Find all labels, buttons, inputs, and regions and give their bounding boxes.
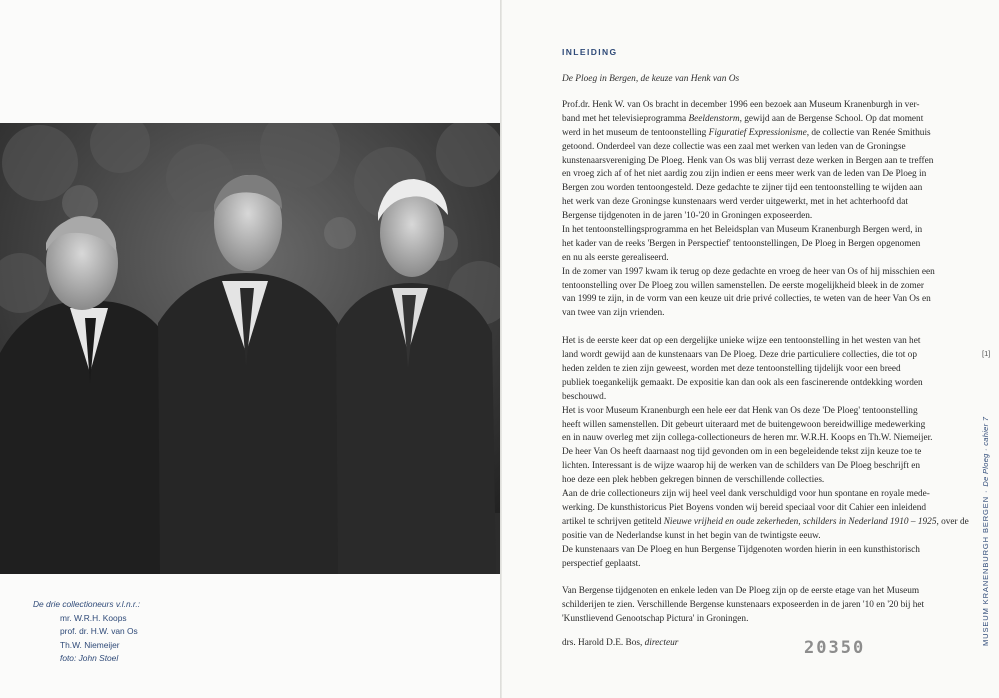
caption-name: mr. W.R.H. Koops [60, 612, 127, 623]
text-line: van 1999 te zijn, in de vorm van een keuze uit drie privé collecties, te weten van de heer Van Os en [562, 294, 931, 305]
text-line: 'Kunstlievend Genootschap Pictura' in Groningen. [562, 614, 749, 625]
running-head-publisher: MUSEUM KRANENBURGH BERGEN · [981, 486, 990, 646]
text-line: werd in het museum de tentoonstelling Figuratief Expressionisme, de collectie van Renée Smithuis [562, 127, 931, 138]
text-line: werking. De kunsthistoricus Piet Boyens vonden wij bereid speciaal voor dit Cahier een inleidend [562, 502, 927, 513]
group-portrait-photo [0, 123, 500, 574]
text-line: hoe deze een plek hebben gekregen binnen de verschillende collecties. [562, 475, 825, 486]
vertical-running-head [981, 417, 990, 646]
text-line: De heer Van Os heeft daarnaast nog tijd gevonden om in een begeleidende tekst zijn keuze toe te [562, 447, 922, 458]
caption-photo-credit: foto: John Stoel [60, 653, 119, 664]
text-line: Het is de eerste keer dat op een dergelijke unieke wijze een tentoonstelling in het westen van het [562, 336, 921, 347]
signature-role: directeur [644, 638, 679, 648]
body-text [562, 99, 969, 627]
signature [562, 638, 678, 648]
text-line: Van Bergense tijdgenoten en enkele leden van De Ploeg zijn op de eerste etage van het Museum [562, 586, 920, 597]
text-line: getoond. Onderdeel van deze collectie was een zaal met werken van leden van de Groningse [562, 141, 906, 152]
text-line: en vroeg zich af of het niet aardig zou zijn indien er eens meer werk van de leden van De Ploeg in [562, 169, 927, 180]
text-line: De kunstenaars van De Ploeg en hun Bergense Tijdgenoten worden hierin in een kunsthistorisch [562, 544, 920, 555]
text-line: beschouwd. [562, 391, 607, 402]
text-line: Bergen zou worden tentoongesteld. Deze gedachte te zijner tijd een tentoonstelling te wijden aan [562, 183, 923, 194]
text-line: land wordt gewijd aan de kunstenaars van De Ploeg. Deze drie particuliere collecties, die tot op [562, 350, 917, 361]
text-line: Aan de drie collectioneurs zijn wij heel veel dank verschuldigd voor hun spontane en royale mede- [562, 489, 930, 500]
text-line: het kader van de reeks 'Bergen in Perspectief' tentoonstellingen, De Ploeg in Bergen opgenomen [562, 238, 921, 249]
inventory-stamp-number: 20350 [804, 638, 866, 658]
text-line: en nu als eerste gerealiseerd. [562, 252, 669, 263]
page-number: [1] [982, 349, 991, 358]
caption-name: Th.W. Niemeijer [60, 639, 120, 650]
running-head-series: De Ploeg · cahier 7 [981, 416, 990, 487]
text-line: tentoonstelling over De Ploeg zou willen samenstellen. De eerste mogelijkheid bleek in de zomer [562, 280, 924, 291]
caption-title: De drie collectioneurs v.l.n.r.: [33, 599, 141, 609]
text-line: publiek toegankelijk gemaakt. De expositie kan dan ook als een fascinerende ontdekking worden [562, 377, 923, 388]
text-line: Bergense tijdgenoten in de jaren '10-'20 in Groningen exposeerden. [562, 211, 813, 222]
text-line: In het tentoonstellingsprogramma en het Beleidsplan van Museum Kranenburgh Bergen werd, in [562, 225, 923, 236]
text-line: kunstenaarsvereniging De Ploeg. Henk van Os was blij verrast deze werken in Bergen aan te treffen [562, 155, 934, 166]
signature-name: drs. Harold D.E. Bos, [562, 638, 645, 648]
text-line: band met het televisieprogramma Beeldenstorm, gewijd aan de Bergense School. Op dat moment [562, 113, 924, 124]
text-line: Het is voor Museum Kranenburgh een hele eer dat Henk van Os deze 'De Ploeg' tentoonstelling [562, 405, 918, 416]
text-line: In de zomer van 1997 kwam ik terug op deze gedachte en vroeg de heer van Os of hij misschien een [562, 266, 935, 277]
text-line: positie van de Nederlandse kunst in het begin van de twintigste eeuw. [562, 530, 821, 541]
text-line: lichten. Interessant is de wijze waarop hij de werken van de schilders van De Ploeg beschrijft en [562, 461, 921, 472]
text-line: schilderijen te zien. Verschillende Bergense kunstenaars exposeerden in de jaren '10 en '20 bij het [562, 600, 925, 611]
text-line: heden zelden te zien zijn geweest, worden met deze tentoonstelling tijdelijk voor een breed [562, 364, 901, 375]
caption-name: prof. dr. H.W. van Os [60, 626, 138, 637]
text-line: heeft willen samenstellen. Dit gebeurt uiteraard met de buitengewoon bereidwillige medewerking [562, 419, 926, 430]
text-line: Prof.dr. Henk W. van Os bracht in december 1996 een bezoek aan Museum Kranenburgh in ver- [562, 100, 920, 110]
text-line: van twee van zijn vrienden. [562, 308, 665, 319]
section-heading: INLEIDING [562, 47, 618, 57]
text-line: het werk van deze Groningse kunstenaars werd verder uitgewerkt, met in het achterhoofd dat [562, 197, 908, 208]
text-line: perspectief geplaatst. [562, 558, 641, 569]
article-subtitle: De Ploeg in Bergen, de keuze van Henk van Os [562, 74, 740, 84]
photo-caption [33, 598, 140, 666]
text-line: en in nauw overleg met zijn collega-collectioneurs de heren mr. W.R.H. Koops en Th.W. Niemeijer. [562, 433, 933, 444]
text-line: artikel te schrijven getiteld Nieuwe vrijheid en oude zekerheden, schilders in Nederland 1910 – 1925, over de [562, 516, 969, 527]
